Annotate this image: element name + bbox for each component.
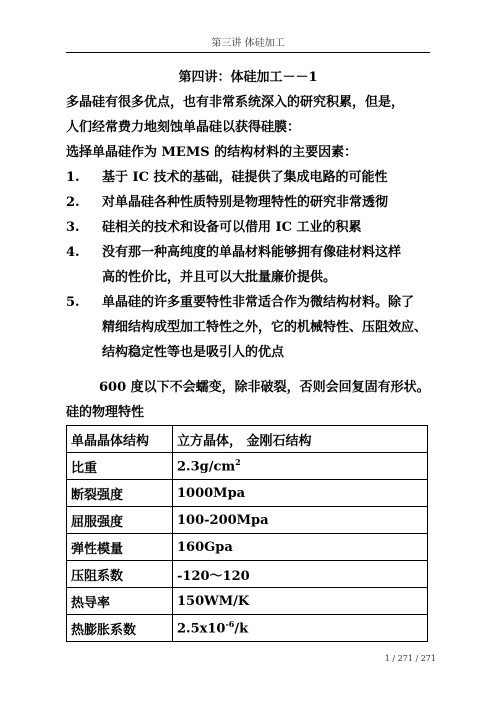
property-row [67, 588, 428, 615]
property-value: 2.5x10 [177, 621, 226, 637]
property-name: 断裂强度 [67, 480, 173, 507]
property-row [67, 534, 428, 561]
property-value-exponent: -6 [225, 619, 235, 630]
property-value-cell [173, 534, 428, 561]
page-header: 第三讲 体硅加工 [211, 38, 285, 49]
property-row [67, 480, 428, 507]
creep-note: 600 度以下不会蠕变，除非破裂，否则会回复固有形状。 [99, 380, 430, 395]
property-value: 2.3g/cm [177, 459, 236, 475]
reason-text-line: 高的性价比，并且可以大批量廉价提供。 [102, 270, 337, 285]
property-value-cell [173, 588, 428, 615]
property-value: 1000Mpa [177, 485, 246, 501]
property-value-cell [173, 480, 428, 507]
property-row [67, 507, 428, 534]
property-name: 压阻系数 [67, 561, 173, 588]
property-row [67, 615, 428, 642]
reason-item [66, 240, 436, 290]
reason-number: 1. [66, 170, 80, 185]
reason-text-line: 单晶硅的许多重要特性非常适合作为微结构材料。除了 [102, 295, 415, 310]
reason-text-line: 基于 IC 技术的基础，硅提供了集成电路的可能性 [102, 170, 388, 185]
property-name: 热导率 [67, 588, 173, 615]
property-name: 单晶晶体结构 [67, 426, 173, 453]
table-caption: 硅的物理特性 [66, 405, 145, 420]
reason-text-line: 精细结构成型加工特性之外，它的机械特性、压阻效应、 [102, 320, 428, 335]
reason-number: 3. [66, 220, 80, 235]
reason-text-line: 结构稳定性等也是吸引人的优点 [102, 345, 285, 360]
reason-number: 4. [66, 245, 80, 260]
reason-text-line: 没有那一种高纯度的单晶材料能够拥有像硅材料这样 [102, 245, 402, 260]
physical-properties-table [66, 425, 428, 642]
property-value-unit: /k [234, 621, 249, 637]
page-number: 1 / 271 / 271 [384, 654, 436, 663]
reason-item [66, 190, 436, 215]
reasons-list [66, 165, 436, 365]
reason-item [66, 290, 436, 365]
reason-number: 5. [66, 295, 80, 310]
property-name: 屈服强度 [67, 507, 173, 534]
reason-text-line: 硅相关的技术和设备可以借用 IC 工业的积累 [102, 220, 362, 235]
property-value: -120～120 [177, 568, 250, 584]
property-row [67, 561, 428, 588]
reasons-heading: 选择单晶硅作为 MEMS 的结构材料的主要因素： [66, 145, 358, 160]
property-value: 100-200Mpa [177, 512, 269, 528]
property-value-cell [173, 561, 428, 588]
lecture-title: 第四讲：体硅加工－－1 [178, 70, 318, 85]
property-value: 立方晶体， 金刚石结构 [177, 433, 312, 449]
property-value: 160Gpa [177, 539, 233, 555]
property-value-cell [173, 453, 428, 480]
reason-item [66, 215, 436, 240]
property-row [67, 426, 428, 453]
property-value: 150WM/K [177, 593, 250, 609]
property-name: 比重 [67, 453, 173, 480]
reason-text-line: 对单晶硅各种性质特别是物理特性的研究非常透彻 [102, 195, 389, 210]
reason-number: 2. [66, 195, 80, 210]
header-divider [66, 52, 430, 53]
property-value-exponent: 2 [235, 457, 241, 468]
property-name: 热膨胀系数 [67, 615, 173, 642]
reason-item [66, 165, 436, 190]
property-row [67, 453, 428, 480]
property-name: 弹性模量 [67, 534, 173, 561]
intro-line-2: 人们经常费力地刻蚀单晶硅以获得硅膜： [66, 120, 301, 135]
intro-line-1: 多晶硅有很多优点，也有非常系统深入的研究积累，但是， [66, 95, 405, 110]
property-value-cell [173, 507, 428, 534]
property-value-cell [173, 615, 428, 642]
property-value-cell [173, 426, 428, 453]
